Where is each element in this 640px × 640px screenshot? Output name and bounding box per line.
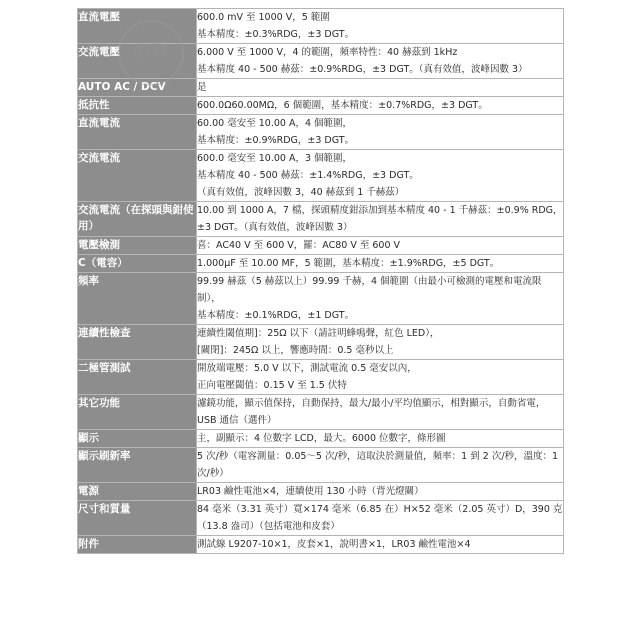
spec-value: [197, 360, 564, 395]
spec-row: [78, 79, 564, 97]
spec-label: 交流電流（在探頭與鉗使用）: [78, 202, 197, 237]
spec-row: [78, 255, 564, 273]
spec-label: 附件: [78, 536, 197, 554]
spec-label: 直流電壓: [78, 9, 197, 44]
spec-value: [197, 483, 564, 501]
spec-value: [197, 97, 564, 115]
spec-row: [78, 273, 564, 325]
spec-row: [78, 9, 564, 44]
spec-value: [197, 202, 564, 237]
spec-value: [197, 501, 564, 536]
spec-value-line: （真有效值，波峰因數 3，40 赫茲到 1 千赫茲）: [197, 187, 405, 198]
spec-row: [78, 44, 564, 79]
spec-value: [197, 237, 564, 255]
spec-sheet: [77, 8, 564, 554]
spec-value-line: [關閉]：245Ω 以上，響應時間：0.5 毫秒以上: [197, 345, 394, 356]
spec-label: 顯示刷新率: [78, 448, 197, 483]
spec-value-line: 5 次/秒（電容測量：0.05～5 次/秒，這取決於測量值，頻率：1 到 2 次/秒，溫度：1 次/秒）: [197, 451, 559, 479]
spec-row: [78, 395, 564, 430]
spec-label: 連續性檢查: [78, 325, 197, 360]
spec-value: [197, 273, 564, 325]
spec-value-line: 基本精度：±0.1%RDG，±1 DGT。: [197, 310, 355, 321]
spec-label: 電源: [78, 483, 197, 501]
spec-value-line: 84 毫米（3.31 英寸）寬×174 毫米（6.85 在）H×52 毫米（2.05 英寸）D，390 克（13.8 盎司）（包括電池和皮套）: [197, 504, 563, 532]
spec-value-line: 10.00 到 1000 A，7 檔，探頭精度鉗添加到基本精度 40 - 1 千赫茲：±0.9% RDG，±3 DGT。（真有效值，波峰因數 3）: [197, 205, 563, 233]
spec-value-line: 正向電壓閾值：0.15 V 至 1.5 伏特: [197, 380, 347, 391]
spec-label: 直流電流: [78, 115, 197, 150]
spec-row: [78, 536, 564, 554]
spec-value-line: 連續性閾值期]：25Ω 以下（請註明蜂鳴聲，紅色 LED），: [197, 328, 440, 339]
spec-value: [197, 395, 564, 430]
spec-label: 二極管測試: [78, 360, 197, 395]
spec-value-line: 基本精度 40 - 500 赫茲：±0.9%RDG，±3 DGT。（真有效值，波峰因數 3）: [197, 64, 528, 75]
spec-value-line: 99.99 赫茲（5 赫茲以上）99.99 千赫，4 個範圍（由最小可檢測的電壓和電流限制），: [197, 276, 542, 304]
spec-row: [78, 360, 564, 395]
spec-value-line: 開放端電壓：5.0 V 以下，測試電流 0.5 毫安以內，: [197, 363, 417, 374]
watermark-text: 中崙: [130, 36, 171, 65]
spec-row: [78, 150, 564, 202]
spec-value: [197, 448, 564, 483]
spec-value: [197, 150, 564, 202]
spec-value: [197, 325, 564, 360]
spec-value-line: 主，副顯示：4 位數字 LCD，最大。6000 位數字，條形圖: [197, 433, 446, 444]
spec-value: [197, 255, 564, 273]
spec-row: [78, 202, 564, 237]
spec-row: [78, 237, 564, 255]
spec-row: [78, 430, 564, 448]
spec-value: [197, 430, 564, 448]
spec-label: 顯示: [78, 430, 197, 448]
spec-value-line: 濾鏡功能，顯示值保持，自動保持，最大/最小/平均值顯示，相對顯示，自動省電，USB 通信（選件）: [197, 398, 546, 426]
spec-table: [77, 8, 564, 554]
spec-table-body: [78, 9, 564, 554]
spec-value-line: 600.0Ω60.00MΩ，6 個範圍，基本精度：±0.7%RDG，±3 DGT。: [197, 100, 488, 111]
spec-value: [197, 79, 564, 97]
spec-value-line: 基本精度 40 - 500 赫茲：±1.4%RDG，±3 DGT。: [197, 170, 419, 181]
spec-value-line: 基本精度：±0.3%RDG，±3 DGT。: [197, 29, 355, 40]
spec-value: [197, 9, 564, 44]
spec-value-line: 60.00 毫安至 10.00 A，4 個範圍，: [197, 118, 353, 129]
spec-row: [78, 501, 564, 536]
spec-row: [78, 483, 564, 501]
spec-row: [78, 448, 564, 483]
spec-value: [197, 44, 564, 79]
spec-value-line: 600.0 mV 至 1000 V，5 範圍: [197, 12, 330, 23]
spec-row: [78, 115, 564, 150]
spec-label: C（電容）: [78, 255, 197, 273]
spec-label: 其它功能: [78, 395, 197, 430]
spec-value-line: 6.000 V 至 1000 V，4 的範圍，頻率特性：40 赫茲到 1kHz: [197, 47, 458, 58]
spec-label: 頻率: [78, 273, 197, 325]
spec-value-line: 基本精度：±0.9%RDG，±3 DGT。: [197, 135, 355, 146]
spec-label: AUTO AC / DCV: [78, 79, 197, 97]
spec-value-line: 測試線 L9207-10×1，皮套×1，說明書×1，LR03 鹼性電池×4: [197, 539, 471, 550]
spec-value: [197, 115, 564, 150]
spec-value-line: 1.000µF 至 10.00 MF，5 範圍，基本精度：±1.9%RDG，±5 DGT。: [197, 258, 500, 269]
spec-label: 電壓檢測: [78, 237, 197, 255]
spec-row: [78, 325, 564, 360]
spec-value-line: 喜：AC40 V 至 600 V，羅：AC80 V 至 600 V: [197, 240, 401, 251]
spec-label: 尺寸和質量: [78, 501, 197, 536]
spec-label: 抵抗性: [78, 97, 197, 115]
spec-row: [78, 97, 564, 115]
spec-value-line: 600.0 毫安至 10.00 A，3 個範圍，: [197, 153, 353, 164]
spec-label: 交流電流: [78, 150, 197, 202]
spec-label: 交流電壓: [78, 44, 197, 79]
spec-value-line: 是: [197, 82, 207, 93]
spec-value-line: LR03 鹼性電池×4，連續使用 130 小時（背光燈關）: [197, 486, 424, 497]
spec-value: [197, 536, 564, 554]
